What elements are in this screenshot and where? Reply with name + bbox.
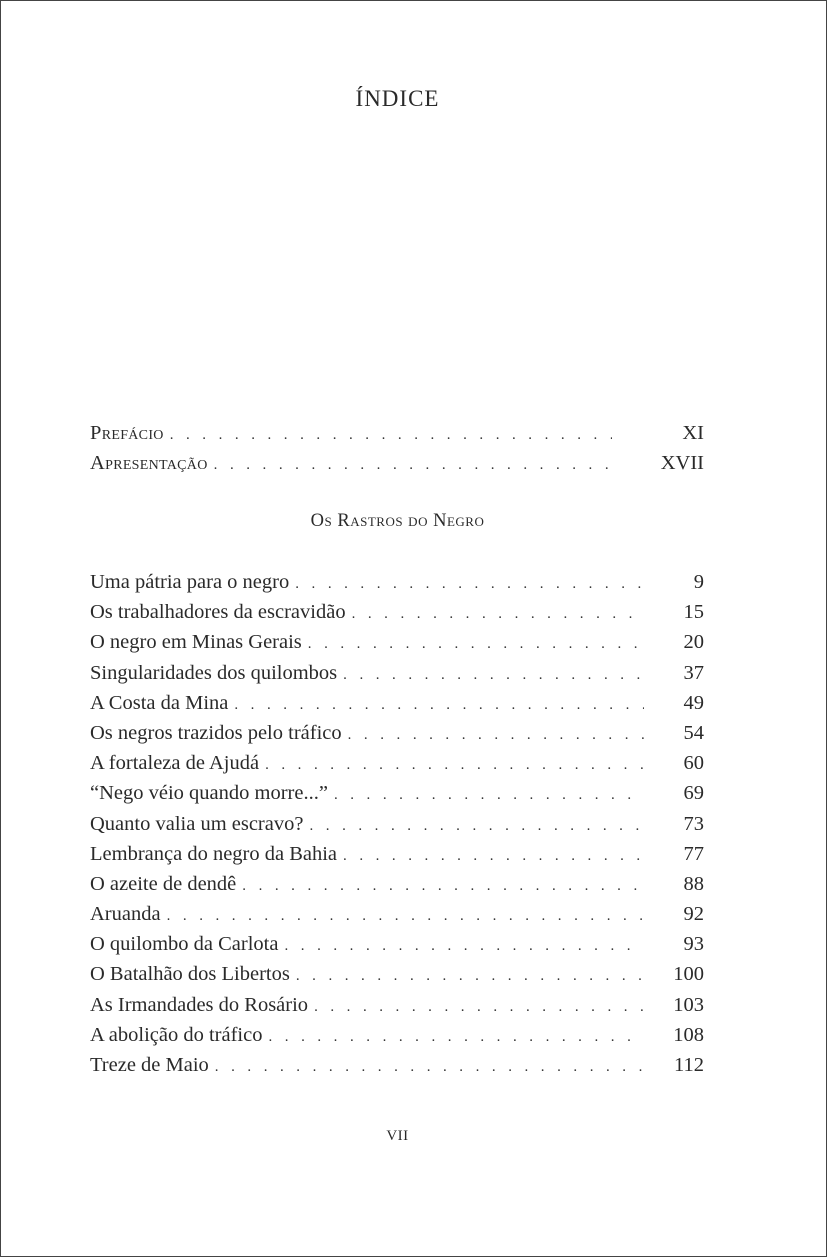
toc-entry[interactable] [90,718,704,748]
toc-entry-page: 54 [683,721,704,744]
toc-entry-page: 69 [683,782,704,805]
dot-leader [214,450,612,480]
toc-entry[interactable] [90,448,704,478]
toc-entry-page: 9 [693,571,704,593]
toc-entry[interactable] [90,809,704,839]
toc-entry[interactable] [90,597,704,627]
toc-entry-label: Treze de Maio [90,1054,209,1076]
toc-entry-label: Quanto valia um escravo? [90,812,304,835]
toc-entry-label: A Costa da Mina [90,691,229,714]
toc-entry-label: “Nego véio quando morre...” [90,782,328,805]
toc-entry-label: Os trabalhadores da escravidão [90,601,346,624]
toc-entry-page: 37 [683,661,704,684]
dot-leader [170,420,612,450]
toc-entry-page: 93 [683,933,704,956]
toc-entry-label: Aruanda [90,903,161,926]
chapter-list [90,567,704,1080]
toc-entry-page: 103 [673,993,704,1016]
dot-leader [234,690,644,720]
dot-leader [296,961,644,991]
dot-leader [295,569,644,599]
dot-leader [343,660,644,690]
toc-entry-label: O quilombo da Carlota [90,933,279,956]
toc-entry-label: A abolição do tráfico [90,1023,263,1046]
toc-entry-page: 20 [683,631,704,654]
dot-leader [348,720,644,750]
page-title: ÍNDICE [355,86,440,111]
toc-entry-page: 77 [683,842,704,865]
toc-entry[interactable] [90,959,704,989]
toc-entry[interactable] [90,688,704,718]
toc-entry[interactable] [90,839,704,869]
page-number: VII [386,1128,409,1144]
toc-entry-label: A fortaleza de Ajudá [90,752,260,775]
toc-entry-page: 73 [683,812,704,835]
dot-leader [309,811,644,841]
toc-entry-page: 15 [683,601,704,624]
dot-leader [334,780,644,810]
front-matter-list [90,418,704,478]
dot-leader [268,1022,644,1052]
toc-entry-label: O Batalhão dos Libertos [90,963,290,986]
toc-entry[interactable] [90,567,704,597]
toc-entry[interactable] [90,778,704,808]
toc-entry-label: Prefácio [90,422,164,444]
toc-entry-label: Singularidades dos quilombos [90,661,338,684]
toc-entry-page: 88 [683,872,704,895]
toc-entry[interactable] [90,748,704,778]
dot-leader [314,992,644,1022]
toc-entry[interactable] [90,990,704,1020]
toc-entry[interactable] [90,1020,704,1050]
toc-entry-label: As Irmandades do Rosário [90,993,309,1016]
dot-leader [343,841,644,871]
toc-entry[interactable] [90,929,704,959]
toc-entry-page: XVII [660,452,704,475]
section-heading: Os Rastros do Negro [310,511,485,531]
toc-entry-page: 49 [683,691,704,714]
dot-leader [284,931,644,961]
toc-entry[interactable] [90,627,704,657]
toc-entry[interactable] [90,1050,704,1080]
toc-entry[interactable] [90,658,704,688]
toc-entry-page: XI [682,422,704,444]
toc-entry[interactable] [90,869,704,899]
dot-leader [265,750,644,780]
toc-entry-page: 108 [673,1023,704,1046]
dot-leader [215,1052,644,1082]
dot-leader [308,629,644,659]
toc-entry-label: O negro em Minas Gerais [90,631,302,654]
toc-entry-label: Apresentação [90,452,208,475]
toc-entry-label: Uma pátria para o negro [90,571,290,593]
toc-entry-page: 112 [674,1054,704,1076]
dot-leader [167,901,644,931]
dot-leader [352,599,644,629]
toc-entry[interactable] [90,418,704,448]
toc-entry[interactable] [90,899,704,929]
toc-entry-page: 100 [673,963,704,986]
toc-entry-label: Os negros trazidos pelo tráfico [90,721,342,744]
toc-entry-label: Lembrança do negro da Bahia [90,842,338,865]
toc-entry-label: O azeite de dendê [90,872,237,895]
toc-entry-page: 92 [683,903,704,926]
dot-leader [242,871,644,901]
toc-entry-page: 60 [683,752,704,775]
